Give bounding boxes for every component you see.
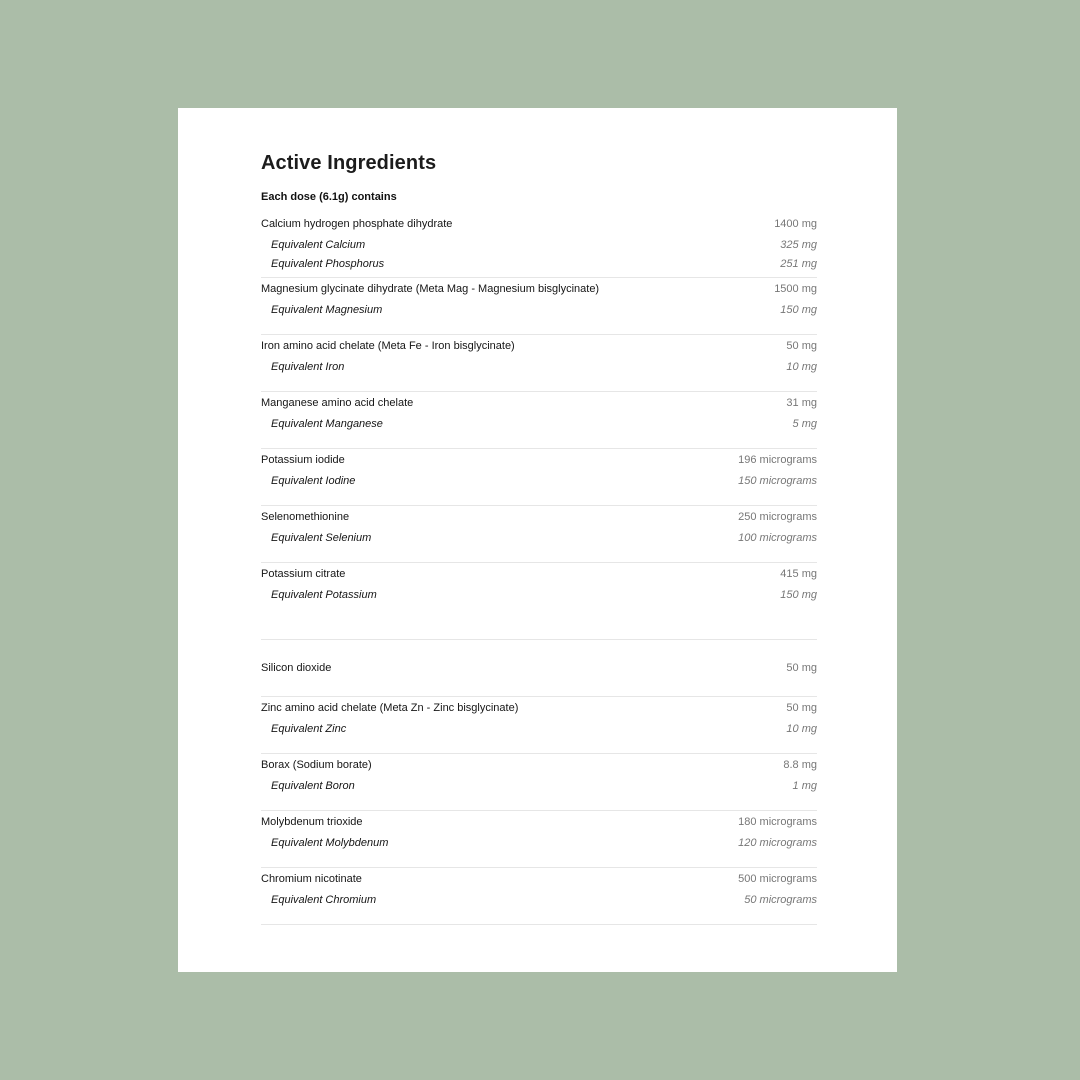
ingredient-row — [261, 868, 817, 890]
ingredient-group — [261, 754, 817, 811]
ingredient-amount: 50 mg — [786, 702, 817, 714]
equivalent-amount: 325 mg — [780, 238, 817, 251]
ingredient-amount: 31 mg — [786, 397, 817, 409]
ingredient-amount: 500 micrograms — [738, 873, 817, 885]
ingredient-name: Iron amino acid chelate (Meta Fe - Iron bisglycinate) — [261, 340, 515, 352]
equivalent-name: Equivalent Selenium — [271, 531, 372, 544]
equivalent-name: Equivalent Manganese — [271, 417, 383, 430]
ingredient-row — [261, 563, 817, 585]
ingredient-name: Manganese amino acid chelate — [261, 397, 414, 409]
ingredient-amount: 196 micrograms — [738, 454, 817, 466]
ingredient-group — [261, 506, 817, 563]
equivalent-row — [261, 300, 817, 319]
ingredient-name: Potassium iodide — [261, 454, 345, 466]
equivalent-name: Equivalent Iron — [271, 360, 345, 373]
ingredient-name: Silicon dioxide — [261, 662, 332, 674]
equivalent-amount: 50 micrograms — [744, 893, 817, 906]
equivalent-row — [261, 833, 817, 852]
ingredient-name: Selenomethionine — [261, 511, 350, 523]
ingredients-content — [261, 148, 817, 925]
ingredient-group — [261, 449, 817, 506]
equivalent-name: Equivalent Phosphorus — [271, 257, 385, 270]
ingredient-group — [261, 697, 817, 754]
ingredient-list — [261, 213, 817, 925]
ingredient-row — [261, 754, 817, 776]
ingredient-row — [261, 335, 817, 357]
page-title: Active Ingredients — [261, 152, 437, 174]
equivalent-amount: 5 mg — [792, 417, 817, 430]
equivalent-row — [261, 414, 817, 433]
equivalent-row — [261, 585, 817, 604]
ingredient-row — [261, 697, 817, 719]
ingredient-row — [261, 449, 817, 471]
equivalent-row — [261, 471, 817, 490]
equivalent-amount: 150 mg — [780, 588, 817, 601]
equivalent-name: Equivalent Potassium — [271, 588, 377, 601]
ingredients-card — [178, 108, 897, 972]
ingredient-name: Magnesium glycinate dihydrate (Meta Mag - Magnesium bisglycinate) — [261, 283, 600, 295]
ingredient-amount: 415 mg — [780, 568, 817, 580]
ingredient-group — [261, 335, 817, 392]
ingredient-amount: 180 micrograms — [738, 816, 817, 828]
ingredient-amount: 1400 mg — [774, 218, 817, 230]
ingredient-name: Potassium citrate — [261, 568, 346, 580]
ingredient-amount: 250 micrograms — [738, 511, 817, 523]
equivalent-amount: 1 mg — [792, 779, 817, 792]
ingredient-amount: 50 mg — [786, 662, 817, 674]
dose-subtitle: Each dose (6.1g) contains — [261, 191, 397, 203]
equivalent-name: Equivalent Magnesium — [271, 303, 383, 316]
equivalent-name: Equivalent Chromium — [271, 893, 377, 906]
ingredient-amount: 50 mg — [786, 340, 817, 352]
equivalent-name: Equivalent Boron — [271, 779, 355, 792]
equivalent-row — [261, 528, 817, 547]
equivalent-name: Equivalent Iodine — [271, 474, 356, 487]
ingredient-name: Calcium hydrogen phosphate dihydrate — [261, 218, 453, 230]
ingredient-group — [261, 213, 817, 278]
ingredient-row — [261, 811, 817, 833]
ingredient-row — [261, 278, 817, 300]
ingredient-name: Molybdenum trioxide — [261, 816, 363, 828]
equivalent-amount: 150 mg — [780, 303, 817, 316]
ingredient-row — [261, 392, 817, 414]
equivalent-amount: 150 micrograms — [738, 474, 817, 487]
ingredient-group — [261, 640, 817, 697]
equivalent-row — [261, 776, 817, 795]
equivalent-amount: 10 mg — [786, 360, 817, 373]
ingredient-row — [261, 213, 817, 235]
ingredient-name: Zinc amino acid chelate (Meta Zn - Zinc bisglycinate) — [261, 702, 519, 714]
ingredient-name: Chromium nicotinate — [261, 873, 362, 885]
ingredient-amount: 8.8 mg — [783, 759, 817, 771]
ingredient-row — [261, 657, 817, 679]
equivalent-amount: 120 micrograms — [738, 836, 817, 849]
ingredient-group — [261, 278, 817, 335]
equivalent-row — [261, 719, 817, 738]
equivalent-row — [261, 254, 817, 273]
equivalent-amount: 10 mg — [786, 722, 817, 735]
ingredient-row — [261, 506, 817, 528]
equivalent-row — [261, 357, 817, 376]
equivalent-amount: 100 micrograms — [738, 531, 817, 544]
equivalent-row — [261, 235, 817, 254]
ingredient-group — [261, 811, 817, 868]
equivalent-name: Equivalent Calcium — [271, 238, 366, 251]
ingredient-group — [261, 868, 817, 925]
equivalent-name: Equivalent Molybdenum — [271, 836, 389, 849]
ingredient-group — [261, 563, 817, 640]
equivalent-name: Equivalent Zinc — [271, 722, 347, 735]
equivalent-amount: 251 mg — [780, 257, 817, 270]
ingredient-amount: 1500 mg — [774, 283, 817, 295]
equivalent-row — [261, 890, 817, 909]
ingredient-name: Borax (Sodium borate) — [261, 759, 372, 771]
ingredient-group — [261, 392, 817, 449]
